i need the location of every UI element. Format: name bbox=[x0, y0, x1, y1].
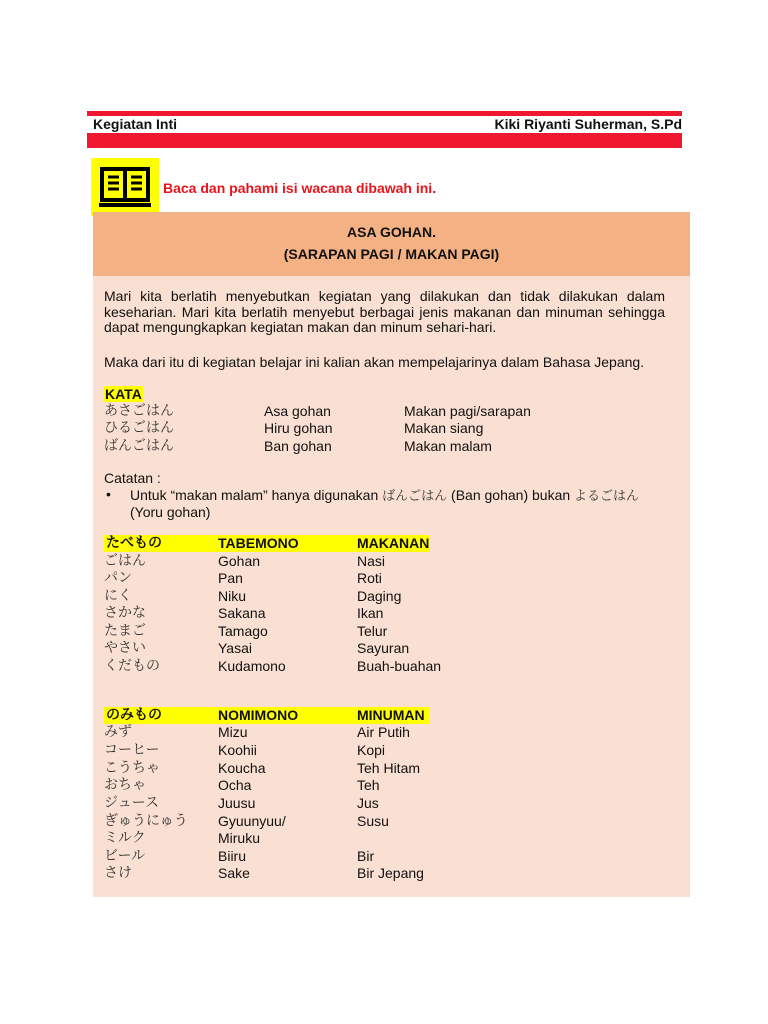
tabemono-jp: やさい bbox=[104, 640, 146, 656]
nomimono-header-meaning: MINUMAN bbox=[357, 707, 425, 723]
tabemono-jp: さかな bbox=[104, 605, 146, 621]
kata-romaji: Hiru gohan bbox=[264, 420, 333, 436]
nomimono-jp: みず bbox=[104, 724, 132, 740]
bullet-dot: • bbox=[106, 486, 111, 502]
tabemono-meaning: Buah-buahan bbox=[357, 658, 442, 674]
title-bar bbox=[93, 212, 690, 276]
nomimono-meaning: Susu bbox=[357, 813, 389, 829]
nomimono-meaning: Kopi bbox=[357, 742, 386, 758]
kata-meaning: Makan malam bbox=[404, 438, 492, 454]
kata-jp: ばんごはん bbox=[104, 438, 174, 454]
nomimono-jp: ぎゅうにゅう bbox=[104, 813, 188, 829]
kata-meaning: Makan pagi/sarapan bbox=[404, 403, 531, 419]
catatan-note-cont: (Yoru gohan) bbox=[130, 504, 211, 520]
page-title: ASA GOHAN. bbox=[347, 224, 436, 240]
intro-paragraph-1: Mari kita berlatih menyebutkan kegiatan yang dilakukan dan tidak dilakukan dalam keseharian. Mari kita berlatih menyebut berbagai jenis makanan dan minuman sehingga dapat mengungkapkan kegiatan makan dan minum sehari-hari. bbox=[104, 288, 665, 335]
tabemono-header-romaji: TABEMONO bbox=[218, 535, 299, 551]
tabemono-jp: にく bbox=[104, 588, 132, 604]
intro-paragraph-2: Maka dari itu di kegiatan belajar ini kalian akan mempelajarinya dalam Bahasa Jepang. bbox=[104, 354, 645, 370]
nomimono-jp: コーヒー bbox=[104, 742, 160, 758]
catatan-note bbox=[130, 487, 639, 505]
tabemono-jp: パン bbox=[104, 570, 132, 586]
header-left: Kegiatan Inti bbox=[93, 116, 178, 132]
tabemono-meaning: Daging bbox=[357, 588, 402, 604]
tabemono-romaji: Yasai bbox=[218, 640, 252, 656]
catatan-label: Catatan : bbox=[104, 470, 161, 486]
catatan-jp-2: よるごはん bbox=[574, 489, 640, 504]
tabemono-romaji: Niku bbox=[218, 588, 247, 604]
tabemono-romaji: Pan bbox=[218, 570, 243, 586]
nomimono-romaji: Mizu bbox=[218, 724, 248, 740]
nomimono-romaji: Biiru bbox=[218, 848, 247, 864]
tabemono-romaji: Kudamono bbox=[218, 658, 286, 674]
kata-jp: あさごはん bbox=[104, 403, 174, 419]
nomimono-romaji: Miruku bbox=[218, 830, 261, 846]
nomimono-romaji: Ocha bbox=[218, 777, 252, 793]
catatan-jp-1: ばんごはん bbox=[382, 489, 448, 504]
tabemono-header-jp: たべもの bbox=[106, 535, 162, 551]
kata-meaning: Makan siang bbox=[404, 420, 484, 436]
nomimono-romaji: Sake bbox=[218, 865, 250, 881]
kata-romaji: Ban gohan bbox=[264, 438, 332, 454]
nomimono-meaning: Teh Hitam bbox=[357, 760, 421, 776]
tabemono-jp: くだもの bbox=[104, 658, 160, 674]
nomimono-romaji: Koucha bbox=[218, 760, 266, 776]
nomimono-header-jp: のみもの bbox=[106, 707, 162, 723]
nomimono-meaning: Bir Jepang bbox=[357, 865, 424, 881]
tabemono-meaning: Ikan bbox=[357, 605, 384, 621]
kata-label: KATA bbox=[105, 386, 142, 402]
tabemono-meaning: Roti bbox=[357, 570, 382, 586]
tabemono-meaning: Telur bbox=[357, 623, 388, 639]
tabemono-jp: たまご bbox=[104, 623, 146, 639]
nomimono-jp: こうちゃ bbox=[104, 760, 160, 776]
nomimono-romaji: Koohii bbox=[218, 742, 257, 758]
nomimono-meaning: Teh bbox=[357, 777, 380, 793]
header-right: Kiki Riyanti Suherman, S.Pd bbox=[494, 116, 682, 132]
tabemono-meaning: Nasi bbox=[357, 553, 386, 569]
nomimono-jp: ミルク bbox=[104, 830, 146, 846]
catatan-text-b: (Ban gohan) bukan bbox=[447, 487, 575, 503]
nomimono-jp: ビール bbox=[104, 848, 146, 864]
nomimono-header-romaji: NOMIMONO bbox=[218, 707, 299, 723]
header-rule-bottom bbox=[87, 133, 682, 148]
tabemono-romaji: Sakana bbox=[218, 605, 266, 621]
tabemono-romaji: Tamago bbox=[218, 623, 268, 639]
page-subtitle: (SARAPAN PAGI / MAKAN PAGI) bbox=[283, 246, 500, 262]
kata-jp: ひるごはん bbox=[104, 420, 174, 436]
kata-romaji: Asa gohan bbox=[264, 403, 331, 419]
nomimono-meaning: Air Putih bbox=[357, 724, 410, 740]
nomimono-jp: さけ bbox=[104, 865, 132, 881]
nomimono-meaning: Bir bbox=[357, 848, 375, 864]
book-icon bbox=[91, 158, 159, 216]
instruction-text: Baca dan pahami isi wacana dibawah ini. bbox=[163, 180, 437, 196]
nomimono-jp: ジュース bbox=[104, 795, 160, 811]
tabemono-jp: ごはん bbox=[104, 553, 146, 569]
tabemono-header-meaning: MAKANAN bbox=[357, 535, 430, 551]
nomimono-meaning: Jus bbox=[357, 795, 379, 811]
nomimono-romaji: Juusu bbox=[218, 795, 256, 811]
catatan-text-a: Untuk “makan malam” hanya digunakan bbox=[130, 487, 383, 503]
tabemono-meaning: Sayuran bbox=[357, 640, 410, 656]
tabemono-romaji: Gohan bbox=[218, 553, 261, 569]
nomimono-romaji: Gyuunyuu/ bbox=[218, 813, 286, 829]
nomimono-jp: おちゃ bbox=[104, 777, 146, 793]
